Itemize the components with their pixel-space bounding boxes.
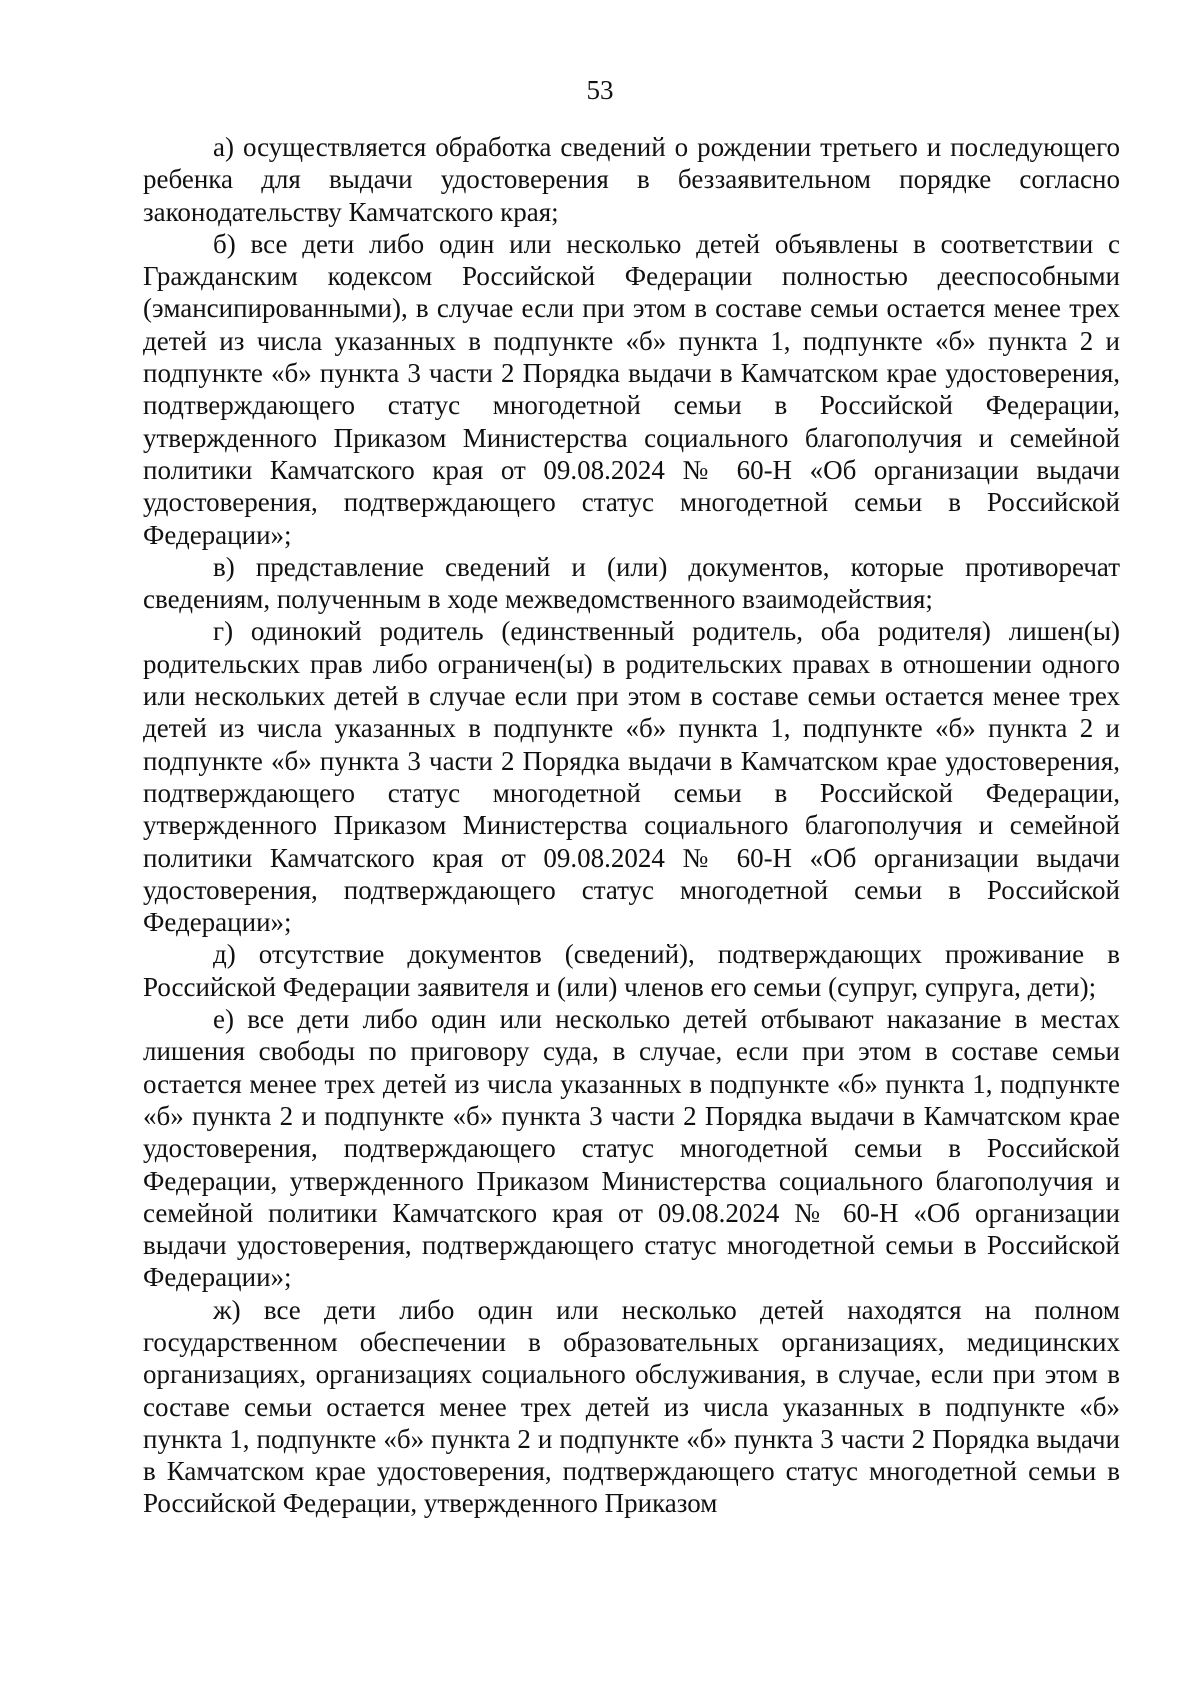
paragraph-v: в) представление сведений и (или) документов, которые противоречат сведениям, полученным в ходе межведомственного взаимодействия; (143, 551, 1120, 615)
paragraph-zh: ж) все дети либо один или несколько детей находятся на полном государственном обеспечении в образовательных организациях, медицинских организациях, организациях социального обслуживания, в случае, если при этом в составе семьи остается менее трех детей из числа указанных в подпункте «б» пункта 1, подпункте «б» пункта 2 и подпункте «б» пункта 3 части 2 Порядка выдачи в Камчатском крае удостоверения, подтверждающего статус многодетной семьи в Российской Федерации, утвержденного Приказом (143, 1294, 1120, 1519)
paragraph-d: д) отсутствие документов (сведений), подтверждающих проживание в Российской Федерации заявителя и (или) членов его семьи (супруг, супруга, дети); (143, 939, 1120, 1002)
paragraph-e: е) все дети либо один или несколько детей отбывают наказание в местах лишения свободы по приговору суда, в случае, если при этом в составе семьи остается менее трех детей из числа указанных в подпункте «б» пункта 1, подпункте «б» пункта 2 и подпункте «б» пункта 3 части 2 Порядка выдачи в Камчатском крае удостоверения, подтверждающего статус многодетной семьи в Российской Федерации, утвержденного Приказом Министерства социального благополучия и семейной политики Камчатского края от 09.08.2024 № 60-Н «Об организации выдачи удостоверения, подтверждающего статус многодетной семьи в Российской Федерации»; (143, 1004, 1120, 1293)
paragraph-b: б) все дети либо один или несколько детей объявлены в соответствии с Гражданским кодексом Российской Федерации полностью дееспособными (эмансипированными), в случае если при этом в составе семьи остается менее трех детей из числа указанных в подпункте «б» пункта 1, подпункте «б» пункта 2 и подпункте «б» пункта 3 части 2 Порядка выдачи в Камчатском крае удостоверения, подтверждающего статус многодетной семьи в Российской Федерации, утвержденного Приказом Министерства социального благополучия и семейной политики Камчатского края от 09.08.2024 № 60-Н «Об организации выдачи удостоверения, подтверждающего статус многодетной семьи в Российской Федерации»; (143, 228, 1120, 550)
paragraph-g: г) одинокий родитель (единственный родитель, оба родителя) лишен(ы) родительских прав либо ограничен(ы) в родительских правах в отношении одного или нескольких детей в случае если при этом в составе семьи остается менее трех детей из числа указанных в подпункте «б» пункта 1, подпункте «б» пункта 2 и подпункте «б» пункта 3 части 2 Порядка выдачи в Камчатском крае удостоверения, подтверждающего статус многодетной семьи в Российской Федерации, утвержденного Приказом Министерства социального благополучия и семейной политики Камчатского края от 09.08.2024 № 60-Н «Об организации выдачи удостоверения, подтверждающего статус многодетной семьи в Российской Федерации»; (143, 616, 1120, 938)
paragraph-a: а) осуществляется обработка сведений о рождении третьего и последующего ребенка для выдачи удостоверения в беззаявительном порядке согласно законодательству Камчатского края; (143, 132, 1120, 227)
document-body (143, 131, 1120, 1520)
page-number: 53 (586, 75, 614, 105)
